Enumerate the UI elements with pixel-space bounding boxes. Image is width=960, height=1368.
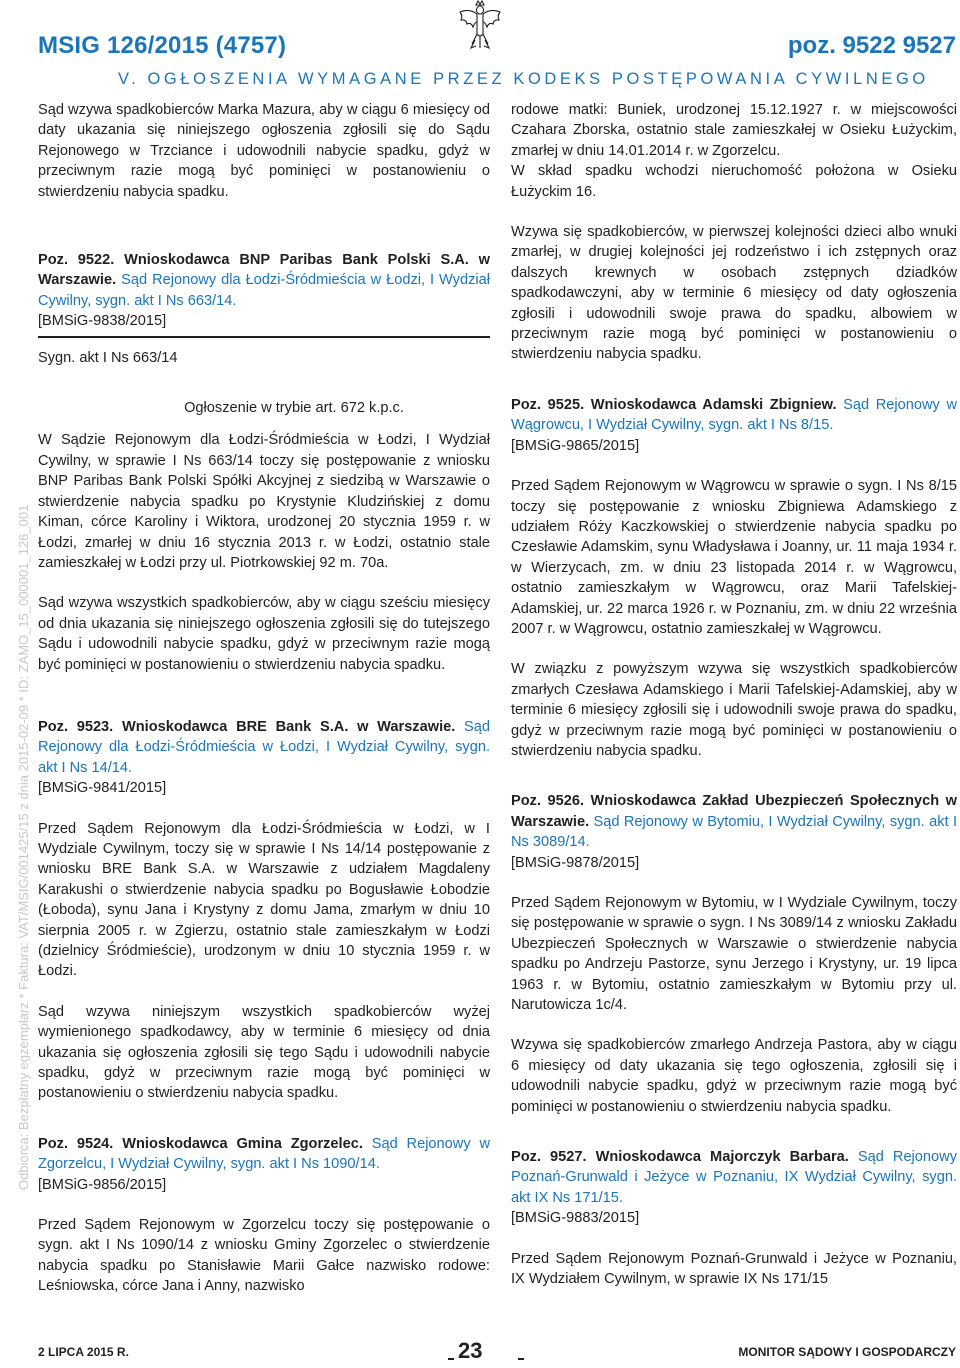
notice-9525-body-2: W związku z powyższym wzywa się wszystkich spadkobierców zmarłych Czesława Adamskiego i Marii Tafelskiej-Adamskiej, aby w terminie 6 miesięcy zgłosili się i udowodnili swoje prawa do spadku, gdyż w przeciwnym razie mogą być pominięci w postanowieniu o stwierdzeniu nabycia spadku. bbox=[511, 661, 957, 759]
notice-9522-sygn: Sygn. akt I Ns 663/14 bbox=[38, 349, 178, 366]
section-title: V. OGŁOSZENIA WYMAGANE PRZEZ KODEKS POSTĘPOWANIA CYWILNEGO bbox=[118, 70, 929, 88]
position-range: poz. 9522 9527 bbox=[787, 32, 956, 59]
notice-9522-ref: [BMSiG-9838/2015] bbox=[38, 313, 167, 330]
notice-9525-body-1: Przed Sądem Rejonowym w Wągrowcu w sprawie o sygn. I Ns 8/15 toczy się postępowanie z wniosku Zbigniewa Adamskiego z udziałem Róży Kaczkowskiej o stwierdzenie nabycia spadku po Czesławie Adamskim, synu Władysława i Joanny, ur. 11 maja 1934 r. w Wierzycach, zm. w dniu 23 listopada 2014 r. w Wągrowcu, ostatnio zamieszkałym w Wągrowcu, oraz Marii Tafelskiej-Adamskiej, ur. 22 marca 1926 r. w Poznaniu, zm. w dniu 22 września 2007 r. w Wągrowcu, ostatnio zamieszkałej w Wągrowcu. bbox=[511, 478, 957, 637]
notice-9526-ref: [BMSiG-9878/2015] bbox=[511, 854, 640, 871]
notice-9525-heading: Poz. 9525. Wnioskodawca Adamski Zbigniew. Sąd Rejonowy w Wągrowcu, I Wydział Cywilny, sygn. akt I Ns 8/15. bbox=[511, 396, 958, 434]
notice-9524-continued: rodowe matki: Buniek, urodzonej 15.12.1927 r. w miejscowości Czahara Zborska, ostatnio stale zamieszkałej w Osieku Łużyckim, zmarłej w dniu 14.01.2014 r. w Zgorzelcu. bbox=[511, 102, 957, 159]
notice-9526-body-1: Przed Sądem Rejonowym w Bytomiu, w I Wydziale Cywilnym, toczy się postępowanie w sprawie o sygn. I Ns 3089/14 z wniosku Zakładu Ubezpieczeń Społecznych w Warszawie o stwierdzenie nabycia spadku po Andrzeju Pastorze, synu Jerzego i Krystyny, ur. 19 lipca 1963 r. w Bytomiu, ostatnio zamieszkałym w Bytomiu przy ul. Narutowicza 1c/4. bbox=[511, 895, 957, 1014]
notice-9523-body-2: Sąd wzywa niniejszym wszystkich spadkobierców wyżej wymienionego spadkodawcy, aby w terminie 6 miesięcy od dnia ukazania się ogłoszenia zgłosili się tego Sądu i udowodnili nabycie spadku, gdyż w przeciwnym razie mogą być pominięci w postanowieniu o stwierdzeniu nabycia spadku. bbox=[38, 1003, 490, 1102]
divider bbox=[38, 336, 490, 338]
notice-9527-heading: Poz. 9527. Wnioskodawca Majorczyk Barbara. Sąd Rejonowy Poznań-Grunwald i Jeżyce w Poznaniu, IX Wydział Cywilny, sygn. akt IX Ns 171/15. bbox=[511, 1149, 957, 1206]
footer-rule-left bbox=[448, 1358, 454, 1360]
side-watermark-text: Odbiorca: Bezpłatny egzemplarz * Faktura: VAT/MSIG/001425/15 z dnia 2015-02-09 * ID: ZAMO_15_000001_126_001 bbox=[16, 504, 31, 1190]
footer-rule-right bbox=[518, 1358, 524, 1360]
notice-9522-body-2: Sąd wzywa wszystkich spadkobierców, aby w ciągu sześciu miesięcy od dnia ukazania się niniejszego ogłoszenia zgłosili się do tutejszego Sądu i udowodnili nabycie spadku, gdyż w przeciwnym razie mogą być pominięci w postanowieniu o stwierdzeniu nabycia spadku. bbox=[38, 595, 490, 673]
notice-9527-ref: [BMSiG-9883/2015] bbox=[511, 1210, 640, 1227]
notice-9522-body-1: W Sądzie Rejonowym dla Łodzi-Śródmieścia w Łodzi, I Wydział Cywilny, w sprawie I Ns 663/14 toczy się postępowanie z wniosku BNP Paribas Bank Polski Spółki Akcyjnej z siedzibą w Warszawie o stwierdzenie nabycia spadku po Krystynie Kludzińskiej z domu Kiman, córce Karoliny i Wiktora, urodzonej 20 stycznia 1959 r. w Łodzi, zmarłej w dniu 16 stycznia 2013 r. w Łodzi, ostatnio stale zamieszkałej w Łodzi przy ul. Piotrkowskiej 92 m. 70a. bbox=[38, 432, 490, 571]
notice-9522-ogloszenie: Ogłoszenie w trybie art. 672 k.p.c. bbox=[184, 400, 404, 417]
publication-name: MONITOR SĄDOWY I GOSPODARCZY bbox=[738, 1345, 956, 1359]
eagle-emblem-icon bbox=[457, 0, 503, 54]
issue-number: MSIG 126/2015 (4757) bbox=[38, 32, 287, 59]
left-column bbox=[38, 100, 490, 1297]
issue-date: 2 LIPCA 2015 R. bbox=[38, 1345, 129, 1359]
right-column bbox=[511, 100, 957, 1290]
notice-9524-body-1: Przed Sądem Rejonowym w Zgorzelcu toczy się postępowanie o sygn. akt I Ns 1090/14 z wniosku Gminy Zgorzelec o stwierdzenie nabycia spadku po Stanisławie Marii Gałce nazwisko rodowe: Leśniowska, córce Jana i Anny, nazwisko bbox=[38, 1217, 490, 1295]
intro-paragraph: Sąd wzywa spadkobierców Marka Mazura, aby w ciągu 6 miesięcy od daty ukazania się niniejszego ogłoszenia zgłosili się do Sądu Rejonowego w Trzciance i udowodnili nabycie spadku, gdyż w przeciwnym razie mogą być pominięci w postanowieniu o stwierdzeniu nabycia spadku. bbox=[38, 102, 490, 200]
notice-9524-summons: Wzywa się spadkobierców, w pierwszej kolejności dzieci albo wnuki zmarłej, w drugiej kolejności jej rodzeństwo i ich zstępnych oraz dalszych krewnych w osobach zstępnych dziadków spadkodawczyni, aby w terminie 6 miesięcy od daty ogłoszenia zgłosili i udowodnili swoje prawa do spadku, albowiem w przeciwnym razie mogą być pominięci w postanowieniu o stwierdzeniu nabycia spadku. bbox=[511, 224, 957, 363]
notice-9523-heading: Poz. 9523. Wnioskodawca BRE Bank S.A. w Warszawie. Sąd Rejonowy dla Łodzi-Śródmieścia w Łodzi, I Wydział Cywilny, sygn. akt I Ns 14/14. bbox=[38, 718, 490, 776]
notice-9524-heading: Poz. 9524. Wnioskodawca Gmina Zgorzelec. Sąd Rejonowy w Zgorzelcu, I Wydział Cywilny, sygn. akt I Ns 1090/14. bbox=[38, 1135, 490, 1173]
page-number: 23 bbox=[458, 1338, 483, 1363]
notice-9524-estate: W skład spadku wchodzi nieruchomość położona w Osieku Łużyckim 16. bbox=[511, 163, 957, 200]
notice-9526-body-2: Wzywa się spadkobierców zmarłego Andrzeja Pastora, aby w ciągu 6 miesięcy od daty ukazania się tego ogłoszenia, zgłosili się i udowodnili nabycie spadku, gdyż w przeciwnym razie mogą być pominięci w postanowieniu o stwierdzeniu nabycia spadku. bbox=[511, 1037, 957, 1115]
notice-9522-heading: Poz. 9522. Wnioskodawca BNP Paribas Bank Polski S.A. w Warszawie. Sąd Rejonowy dla Łodzi-Śródmieścia w Łodzi, I Wydział Cywilny, sygn. akt I Ns 663/14. bbox=[38, 252, 490, 309]
notice-9524-ref: [BMSiG-9856/2015] bbox=[38, 1176, 167, 1193]
notice-9527-body-1: Przed Sądem Rejonowym Poznań-Grunwald i Jeżyce w Poznaniu, IX Wydziałem Cywilnym, w sprawie IX Ns 171/15 bbox=[511, 1250, 957, 1288]
notice-9523-body-1: Przed Sądem Rejonowym dla Łodzi-Śródmieścia w Łodzi, w I Wydziale Cywilnym, toczy się w sprawie I Ns 14/14 postępowanie z wniosku BRE Bank S.A. w Warszawie z udziałem Magdaleny Karakushi o stwierdzenie nabycia spadku po Bogusławie Łobodzie (Łoboda), synu Jana i Krystyny z domu Jama, zmarłym w dniu 10 sierpnia 2005 r. w Zgierzu, ostatnio stale zamieszkałym w Łodzi (dzielnicy Śródmieście), urodzonym w dniu 10 stycznia 1959 r. w Łodzi. bbox=[38, 820, 490, 980]
notice-9526-heading: Poz. 9526. Wnioskodawca Zakład Ubezpieczeń Społecznych w Warszawie. Sąd Rejonowy w Bytomiu, I Wydział Cywilny, sygn. akt I Ns 3089/14. bbox=[511, 793, 957, 851]
notice-9525-ref: [BMSiG-9865/2015] bbox=[511, 437, 640, 454]
side-watermark bbox=[0, 0, 31, 1368]
notice-9523-ref: [BMSiG-9841/2015] bbox=[38, 780, 167, 797]
